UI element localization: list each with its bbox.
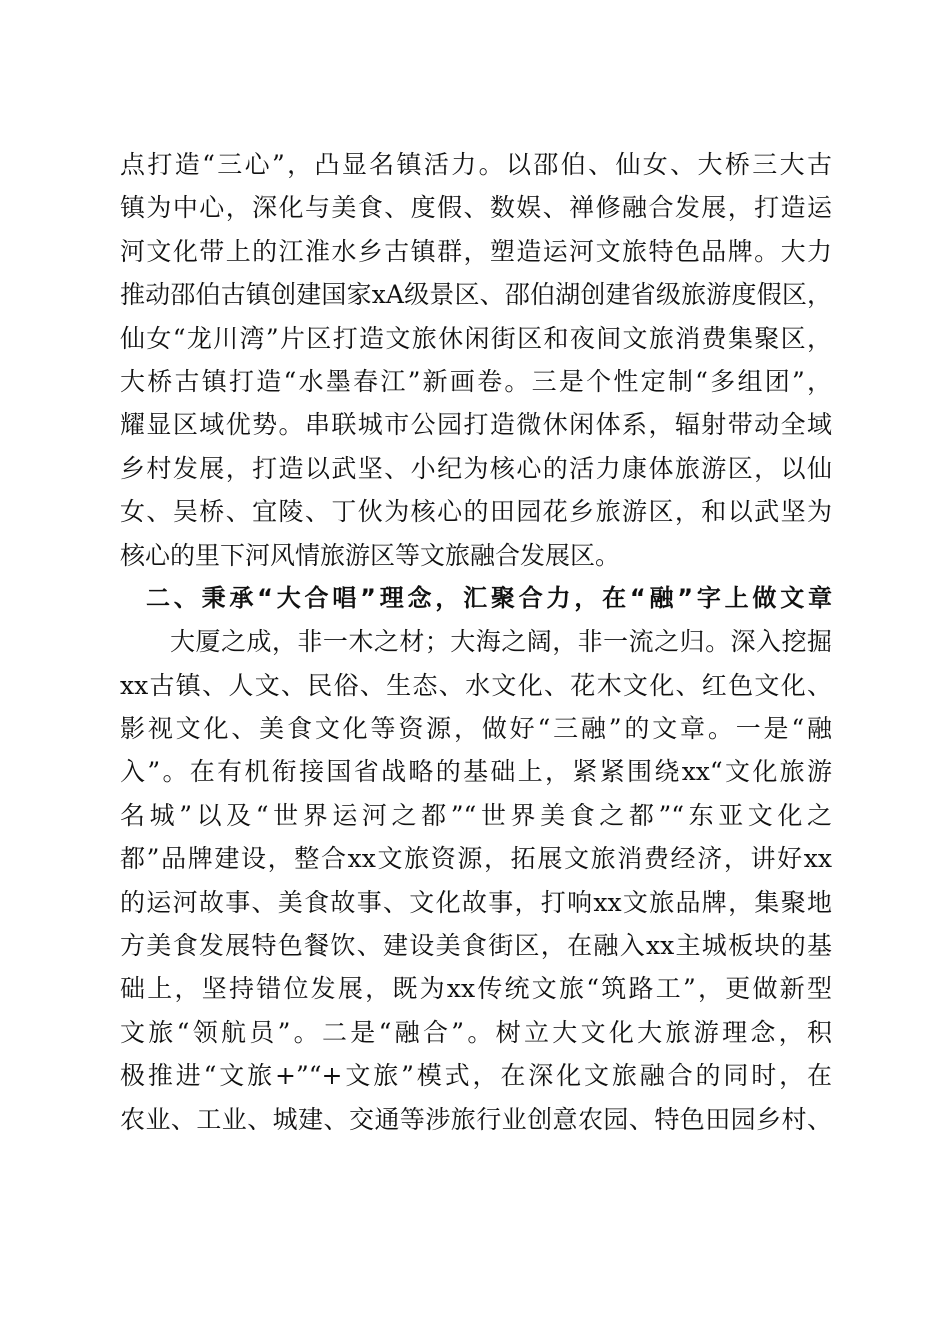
text-line: 础上，坚持错位发展，既为xx传统文旅“筑路工”，更做新型 (120, 974, 832, 1004)
text-line: xx古镇、人文、民俗、生态、水文化、花木文化、红色文化、 (120, 670, 832, 700)
text-line: 的运河故事、美食故事、文化故事，打响xx文旅品牌，集聚地 (120, 887, 832, 917)
text-line: 农业、工业、城建、交通等涉旅行业创意农园、特色田园乡村、 (120, 1104, 832, 1134)
section-heading: 二、秉承“大合唱”理念，汇聚合力，在“融”字上做文章 (146, 583, 832, 612)
text-line: 文旅“领航员”。二是“融合”。树立大文化大旅游理念，积 (120, 1017, 832, 1047)
text-line: 方美食发展特色餐饮、建设美食街区，在融入xx主城板块的基 (120, 931, 832, 961)
paragraph-1 (120, 143, 832, 577)
text-line: 影视文化、美食文化等资源，做好“三融”的文章。一是“融 (120, 714, 832, 744)
text-line: 镇为中心，深化与美食、度假、数娱、禅修融合发展，打造运 (120, 193, 832, 223)
text-line: 乡村发展，打造以武坚、小纪为核心的活力康体旅游区，以仙 (120, 453, 832, 483)
text-line: 大桥古镇打造“水墨春江”新画卷。三是个性定制“多组团”， (120, 366, 832, 396)
text-line: 耀显区域优势。串联城市公园打造微休闲体系，辐射带动全域 (120, 410, 832, 440)
text-line: 推动邵伯古镇创建国家xA级景区、邵伯湖创建省级旅游度假区， (120, 280, 832, 310)
text-line: 女、吴桥、宜陵、丁伙为核心的田园花乡旅游区，和以武坚为 (120, 497, 832, 527)
text-line: 名城”以及“世界运河之都”“世界美食之都”“东亚文化之 (120, 800, 832, 830)
text-line: 极推进“文旅+”“+文旅”模式，在深化文旅融合的同时，在 (120, 1061, 832, 1091)
text-line: 仙女“龙川湾”片区打造文旅休闲街区和夜间文旅消费集聚区， (120, 323, 832, 353)
text-line: 点打造“三心”，凸显名镇活力。以邵伯、仙女、大桥三大古 (120, 150, 832, 179)
text-line: 都”品牌建设，整合xx文旅资源，拓展文旅消费经济，讲好xx (120, 844, 832, 874)
text-line: 大厦之成，非一木之材；大海之阔，非一流之归。深入挖掘 (170, 627, 832, 657)
document-body (120, 143, 832, 1141)
text-line: 入”。在有机衔接国省战略的基础上，紧紧围绕xx“文化旅游 (120, 757, 832, 787)
text-line: 核心的里下河风情旅游区等文旅融合发展区。 (120, 540, 621, 570)
text-line: 河文化带上的江淮水乡古镇群，塑造运河文旅特色品牌。大力 (120, 236, 832, 266)
paragraph-2 (120, 620, 832, 1141)
